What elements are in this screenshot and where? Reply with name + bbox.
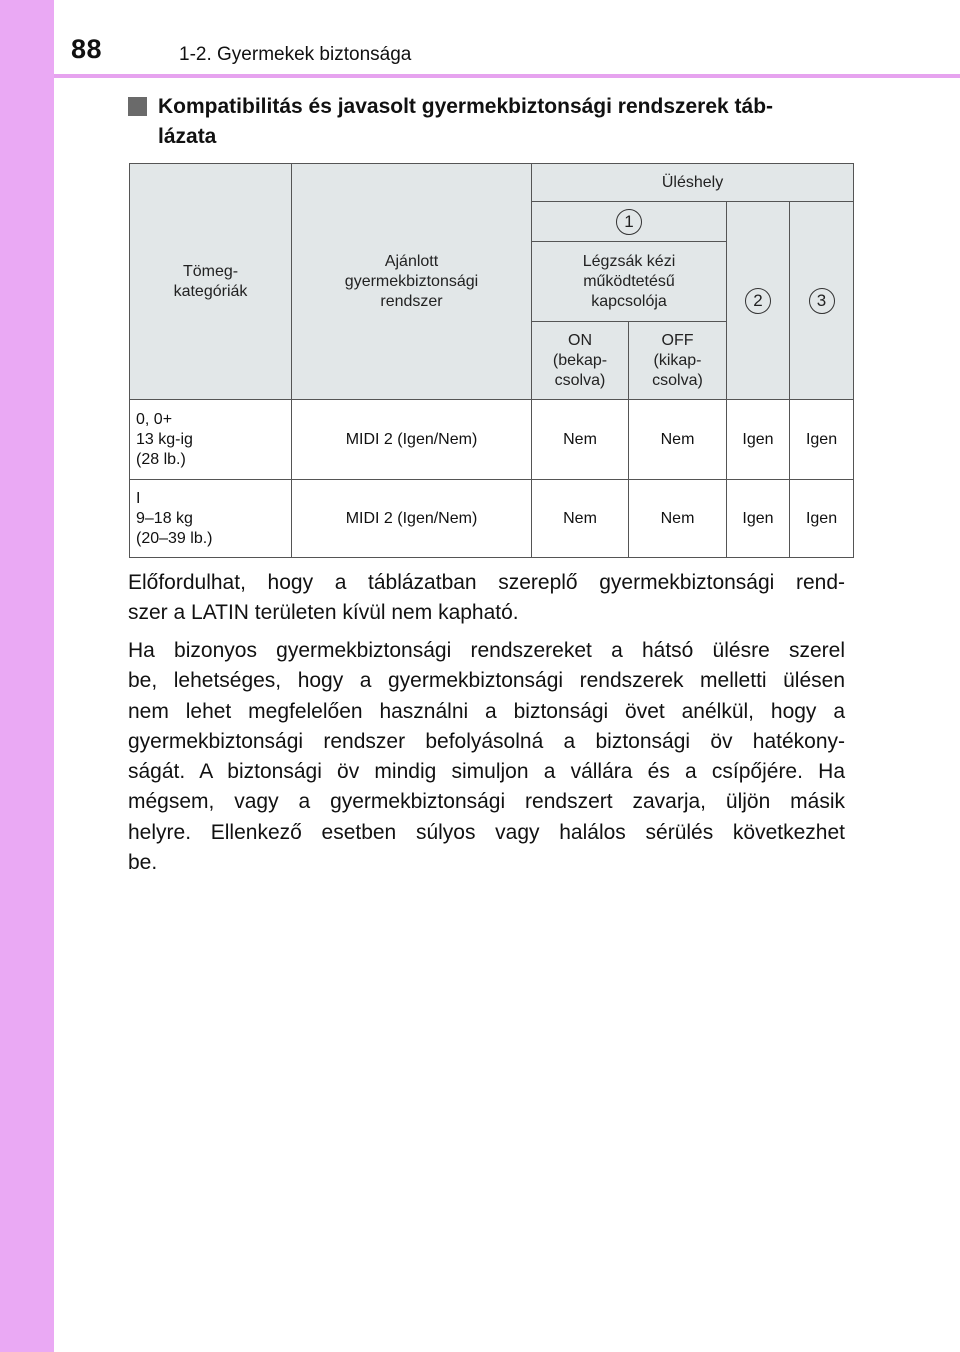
text-line: Előfordulhat, hogy a táblázatban szereplő gyermekbiztonsági rend- [128,571,845,594]
table-row [130,400,854,480]
compatibility-table [129,163,854,558]
text-line: be. [128,851,158,875]
cell-airbag-off: Nem [629,480,727,558]
text-line: Ha bizonyos gyermekbiztonsági rendszereket a hátsó ülésre szerel [128,639,845,662]
header-seating-position: Üléshely [532,164,854,202]
cell-airbag-on: Nem [532,400,629,480]
header-switch-off: OFF (kikap- csolva) [629,322,727,400]
section-heading [128,92,852,152]
text-line: gyermekbiztonsági rendszer befolyásolná a biztonsági öv hatékony- [128,729,845,753]
cell-airbag-on: Nem [532,480,629,558]
header-recommended-system: Ajánlott gyermekbiztonsági rendszer [292,164,532,400]
cell-seat-3: Igen [790,480,854,558]
cell-weight: I 9–18 kg (20–39 lb.) [130,480,292,558]
heading-line-1: Kompatibilitás és javasolt gyermekbiztonsági rendszerek táb- [158,95,774,118]
header-rule [54,74,960,78]
text-line: nem lehet megfelelően használni a biztonsági övet anélkül, hogy a [128,699,845,723]
cell-seat-2: Igen [727,480,790,558]
cell-seat-2: Igen [727,400,790,480]
page-number: 88 [71,34,103,64]
header-airbag-switch: Légzsák kézi működtetésű kapcsolója [532,242,727,322]
text-line: szer a LATIN területen kívül nem kapható. [128,601,519,625]
cell-weight: 0, 0+ 13 kg-ig (28 lb.) [130,400,292,480]
header-seat-2 [727,202,790,400]
seat-2-circled-number: 2 [745,288,771,314]
section-title: 1-2. Gyermekek biztonsága [179,44,412,65]
header-seat-3 [790,202,854,400]
cell-system: MIDI 2 (Igen/Nem) [292,480,532,558]
header-weight-category: Tömeg- kategóriák [130,164,292,400]
seat-3-circled-number: 3 [809,288,835,314]
availability-note [128,568,845,629]
text-line: ságát. A biztonsági öv mindig simuljon a vállára és a csípőjére. Ha [128,760,845,784]
text-line: be, lehetséges, hogy a gyermekbiztonsági rendszerek melletti ülésen [128,669,845,693]
table-row [130,480,854,558]
text-line: mégsem, vagy a gyermekbiztonsági rendszert zavarja, üljön másik [128,790,845,814]
header-seat-1 [532,202,727,242]
seatbelt-warning-paragraph [128,636,845,878]
header-switch-on: ON (bekap- csolva) [532,322,629,400]
heading-line-2: lázata [158,125,217,148]
cell-airbag-off: Nem [629,400,727,480]
cell-seat-3: Igen [790,400,854,480]
cell-system: MIDI 2 (Igen/Nem) [292,400,532,480]
square-bullet-icon [128,97,147,116]
side-color-band [0,0,54,1352]
text-line: helyre. Ellenkező esetben súlyos vagy halálos sérülés következhet [128,820,845,844]
seat-1-circled-number: 1 [616,209,642,235]
